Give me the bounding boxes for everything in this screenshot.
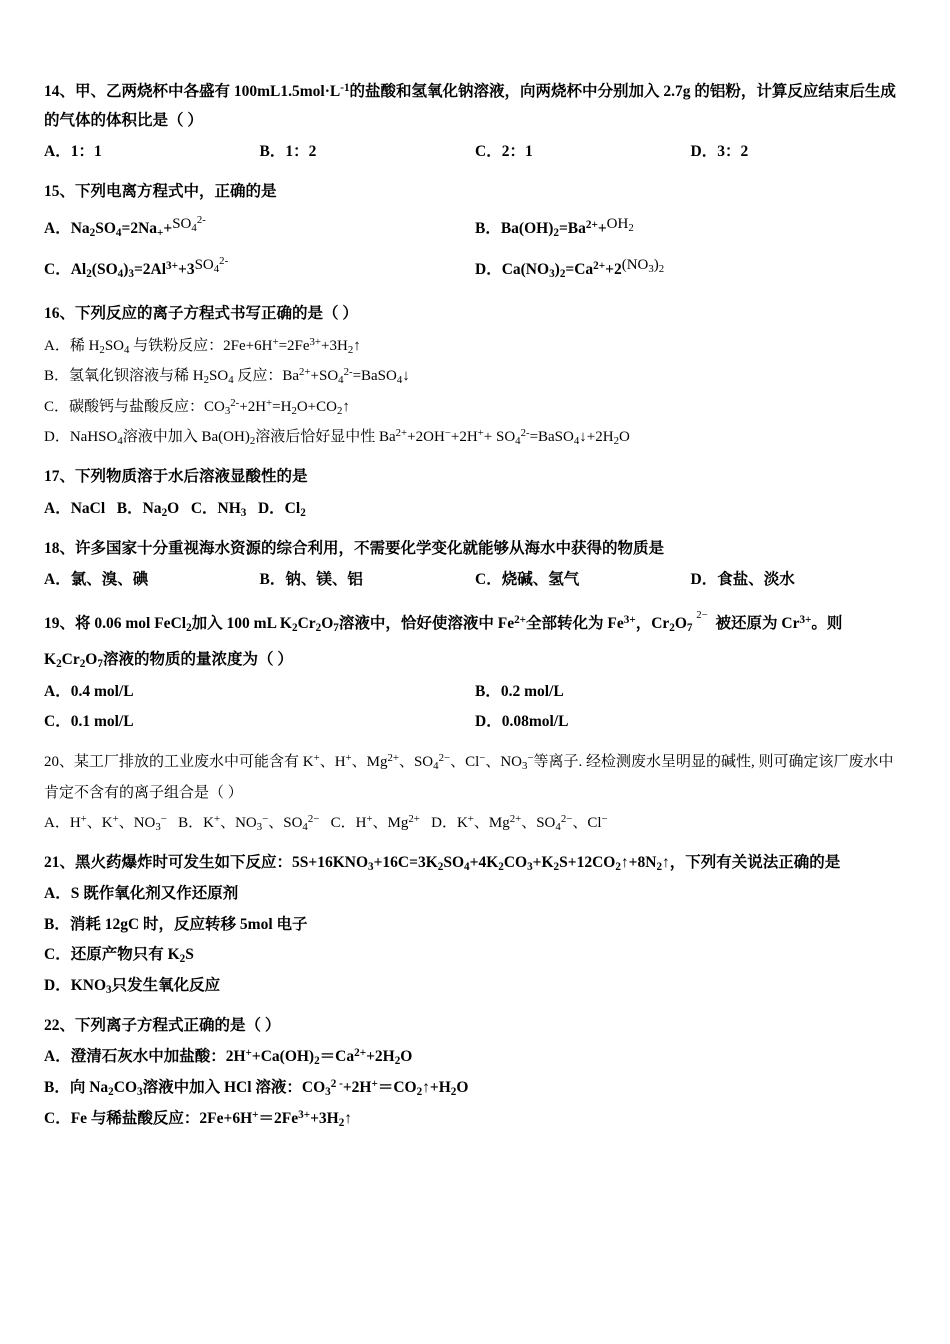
question-17-stem: 17、下列物质溶于水后溶液显酸性的是 xyxy=(44,468,308,486)
option-a[interactable]: A．澄清石灰水中加盐酸：$2H^++Ca(OH)_2=Ca^{2+}+2H_2O$ xyxy=(44,1047,413,1068)
option-c[interactable]: C．2：1 xyxy=(475,143,533,161)
option-c[interactable]: C．H+、$Mg^{2+}$ xyxy=(330,813,420,832)
question-19-options-row-1 xyxy=(44,677,906,707)
question-19-stem-cont: $K_2Cr_2O_7$溶液的物质的量浓度为（ ） xyxy=(44,651,293,671)
question-14-stem: 14、甲、乙两烧杯中各盛有 $100mL1.5mol\cdot L^{-1}$的盐酸和氢氧化钠溶液，向两烧杯中分别加入 2.7g 的铝粉，计算反应结束后生成的气体的体积比是（ ） xyxy=(44,82,896,129)
question-19-stem: 19、将 0.06 mol FeCl$_2$加入 100 mL $K_2Cr_2O_7$溶液中，恰好使溶液中 $Fe^{2+}$全部转化为 $Fe^{3+}$，$Cr_2O_7$ $^{2-}$ 被还原为 $Cr^{3+}$。则 xyxy=(44,608,843,634)
option-b[interactable]: B．向 $Na_2CO_3$溶液中加入 HCl 溶液：$CO_3^{2 -}+2H^+=CO_2↑+H_2O$ xyxy=(44,1078,469,1099)
option-c[interactable]: C．Fe 与稀盐酸反应：$2Fe+6H^+=2Fe^{3+}+3H_2↑$ xyxy=(44,1108,353,1130)
option-c[interactable]: C．碳酸钙与盐酸反应：$CO_3^{2-}+2H^+=H_2O+CO_2↑$ xyxy=(44,397,350,417)
question-18 xyxy=(44,535,906,596)
question-20 xyxy=(44,747,906,838)
option-a[interactable]: A．H+、K+、$NO_3^-$ xyxy=(44,813,167,834)
option-d[interactable]: D．食盐、淡水 xyxy=(690,571,795,589)
question-21 xyxy=(44,849,906,1002)
option-b[interactable]: B．$Ba(OH)_2=Ba^{2+}+OH_2$ xyxy=(475,216,634,240)
option-b[interactable]: B．$Na_2O$ xyxy=(116,499,180,519)
option-b[interactable]: B．1：2 xyxy=(259,143,317,161)
question-22 xyxy=(44,1012,906,1135)
question-18-options xyxy=(44,565,906,595)
question-22-stem: 22、下列离子方程式正确的是（ ） xyxy=(44,1016,281,1034)
option-d[interactable]: D．NaHSO$_4$溶液中加入 $Ba(OH)_2$溶液后恰好显中性 $Ba^{2+}+2OH^-+2H^++$ $SO_4^{2-}=BaSO_4↓+2H_2O$ xyxy=(44,427,630,448)
option-a[interactable]: A．S 既作氧化剂又作还原剂 xyxy=(44,885,239,903)
question-15-options-row-2 xyxy=(44,255,906,286)
question-15-stem: 15、下列电离方程式中，正确的是 xyxy=(44,182,277,200)
option-d[interactable]: D．0.08mol/L xyxy=(475,713,569,731)
option-c[interactable]: C．$NH_3$ xyxy=(190,499,247,519)
option-b[interactable]: B．氢氧化钡溶液与稀 $H_2SO_4$ 反应：$Ba^{2+}+SO_4^{2-}=BaSO_4↓$ xyxy=(44,366,410,387)
option-d[interactable]: D．$Cl_2$ xyxy=(257,499,306,519)
option-c[interactable]: C．$Al_2(SO_4)_3=2Al^{3+}+3SO_4^{2-}$ xyxy=(44,255,229,281)
question-17 xyxy=(44,463,906,525)
option-b[interactable]: B．消耗 12gC 时，反应转移 5mol 电子 xyxy=(44,915,308,933)
question-18-stem: 18、许多国家十分重视海水资源的综合利用，不需要化学变化就能够从海水中获得的物质是 xyxy=(44,539,665,557)
question-16 xyxy=(44,300,906,453)
option-d[interactable]: D．$KNO_3$只发生氧化反应 xyxy=(44,976,221,996)
question-20-stem: 20、某工厂排放的工业废水中可能含有 K+、H+、$Mg^{2+}$、$SO_4^{2-}$、Cl−、$NO_3^-$等离子. 经检测废水呈明显的碱性, 则可确定该厂废水中肯定不含有的离子组合是（ ） xyxy=(44,752,894,802)
option-c[interactable]: C．烧碱、氢气 xyxy=(475,571,580,589)
option-a[interactable]: A．稀 $H_2SO_4$ 与铁粉反应：$2Fe+6H^+=2Fe^{3+}+3H_2↑$ xyxy=(44,335,361,356)
option-d[interactable]: D．3：2 xyxy=(690,143,749,161)
question-21-stem: 21、黑火药爆炸时可发生如下反应：$5S+16KNO_3+16C=3K_2SO_4+4K_2CO_3+K_2S+12CO_2↑+8N_2↑$，下列有关说法正确的是 xyxy=(44,853,841,873)
option-a[interactable]: A．0.4 mol/L xyxy=(44,683,134,700)
option-b[interactable]: B．K+、$NO_3^-$、$SO_4^{2-}$ xyxy=(178,813,320,834)
question-17-options xyxy=(44,494,906,525)
option-a[interactable]: A．$Na_2SO_4=2Na_++SO_4^{2-}$ xyxy=(44,214,206,240)
option-c[interactable]: C．还原产物只有 $K_2S$ xyxy=(44,945,194,965)
option-c[interactable]: C．0.1 mol/L xyxy=(44,713,134,731)
question-15 xyxy=(44,178,906,286)
option-b[interactable]: B．钠、镁、铝 xyxy=(259,571,363,589)
question-14 xyxy=(44,78,906,168)
question-19 xyxy=(44,610,906,738)
option-d[interactable]: D．K+、$Mg^{2+}$、$SO_4^{2-}$、Cl− xyxy=(431,813,608,834)
option-a[interactable]: A．1：1 xyxy=(44,143,102,161)
question-20-options xyxy=(44,808,906,839)
option-a[interactable]: A．氯、溴、碘 xyxy=(44,571,149,589)
question-15-options-row-1 xyxy=(44,214,906,245)
question-14-options xyxy=(44,137,906,167)
question-16-stem: 16、下列反应的离子方程式书写正确的是（ ） xyxy=(44,304,358,322)
question-19-options-row-2 xyxy=(44,707,906,737)
option-d[interactable]: D．$Ca(NO_3)_2=Ca^{2+}+2(NO_3)_2$ xyxy=(475,257,665,281)
option-b[interactable]: B．0.2 mol/L xyxy=(475,683,564,700)
option-a[interactable]: A．NaCl xyxy=(44,499,106,517)
